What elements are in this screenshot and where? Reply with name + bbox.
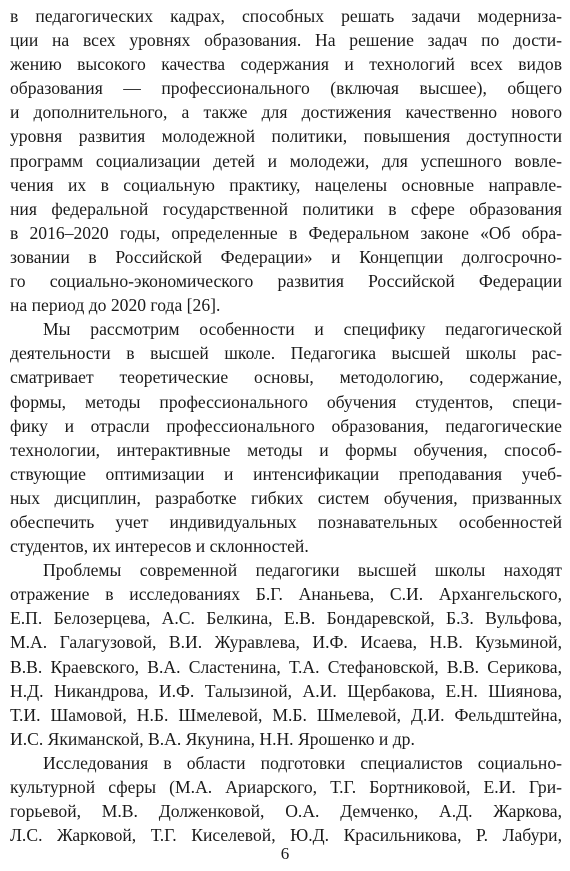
text-line: отражение в исследованиях Б.Г. Ананьева, С.И. Архангельского, xyxy=(10,584,562,605)
paragraph-1 xyxy=(10,4,562,317)
paragraph-2 xyxy=(10,317,562,558)
text-line: жению высокого качества содержания и технологий всех видов xyxy=(10,54,562,75)
text-line: сматривает теоретические основы, методологию, содержание, xyxy=(10,367,562,388)
text-line: Н.Д. Никандрова, И.Ф. Талызиной, А.И. Щербакова, Е.Н. Шиянова, xyxy=(10,680,562,701)
text-line: Проблемы современной педагогики высшей школы находят xyxy=(43,560,562,581)
text-line: М.А. Галагузовой, В.И. Журавлева, И.Ф. Исаева, Н.В. Кузьминой, xyxy=(10,632,562,653)
text-line: студентов, их интересов и склонностей. xyxy=(10,536,309,557)
paragraph-3 xyxy=(10,558,562,751)
text-line: ствующие оптимизации и интенсификации преподавания учеб- xyxy=(10,463,562,484)
text-line: Е.П. Белозерцева, А.С. Белкина, Е.В. Бондаревской, Б.З. Вульфова, xyxy=(10,608,562,629)
text-line: зовании в Российской Федерации» и Концепции долгосрочно- xyxy=(10,246,562,267)
page-number: 6 xyxy=(280,844,290,863)
text-line: го социально-экономического развития Российской Федерации xyxy=(10,271,562,292)
text-line: ции на всех уровнях образования. На решение задач по дости- xyxy=(10,30,562,51)
text-line: деятельности в высшей школе. Педагогика высшей школы рас- xyxy=(10,343,562,364)
text-line: Исследования в области подготовки специалистов социально- xyxy=(43,752,562,773)
text-line: Мы рассмотрим особенности и специфику педагогической xyxy=(43,319,562,340)
text-line: В.В. Краевского, В.А. Сластенина, Т.А. Стефановской, В.В. Серикова, xyxy=(10,656,562,677)
text-line: И.С. Якиманской, В.А. Якунина, Н.Н. Ярошенко и др. xyxy=(10,728,415,749)
text-line: горьевой, М.В. Долженковой, О.А. Демченко, А.Д. Жаркова, xyxy=(10,801,562,822)
text-line: обеспечить учет индивидуальных познавательных особенностей xyxy=(10,511,562,532)
text-line: и дополнительного, а также для достижения качественно нового xyxy=(10,102,562,123)
text-line: Т.И. Шамовой, Н.Б. Шмелевой, М.Б. Шмелевой, Д.И. Фельдштейна, xyxy=(10,704,562,725)
text-line: Л.С. Жарковой, Т.Г. Киселевой, Ю.Д. Красильникова, Р. Лабури, xyxy=(10,825,562,846)
text-line: программ социализации детей и молодежи, для успешного вовле- xyxy=(10,150,562,171)
text-line: в 2016–2020 годы, определенные в Федеральном законе «Об обра- xyxy=(10,222,562,243)
text-line: формы, методы профессионального обучения студентов, специ- xyxy=(10,391,562,412)
text-line: уровня развития молодежной политики, повышения доступности xyxy=(10,126,562,147)
text-line: технологии, интерактивные методы и формы обучения, способ- xyxy=(10,439,562,460)
text-line: на период до 2020 года [26]. xyxy=(10,295,221,316)
text-line: ния федеральной государственной политики в сфере образования xyxy=(10,198,562,219)
text-line: в педагогических кадрах, способных решать задачи модерниза- xyxy=(10,6,562,26)
text-line: культурной сферы (М.А. Ариарского, Т.Г. Бортниковой, Е.И. Гри- xyxy=(10,777,562,797)
paragraph-4 xyxy=(10,751,562,847)
text-line: чения их в социальную практику, нацелены основные направле- xyxy=(10,174,562,195)
text-line: фику и отрасли профессионального образования, педагогические xyxy=(10,415,562,436)
text-line: образования — профессионального (включая высшее), общего xyxy=(10,78,562,99)
page-text xyxy=(10,4,562,847)
text-line: ных дисциплин, разработке гибких систем обучения, призванных xyxy=(10,487,562,508)
